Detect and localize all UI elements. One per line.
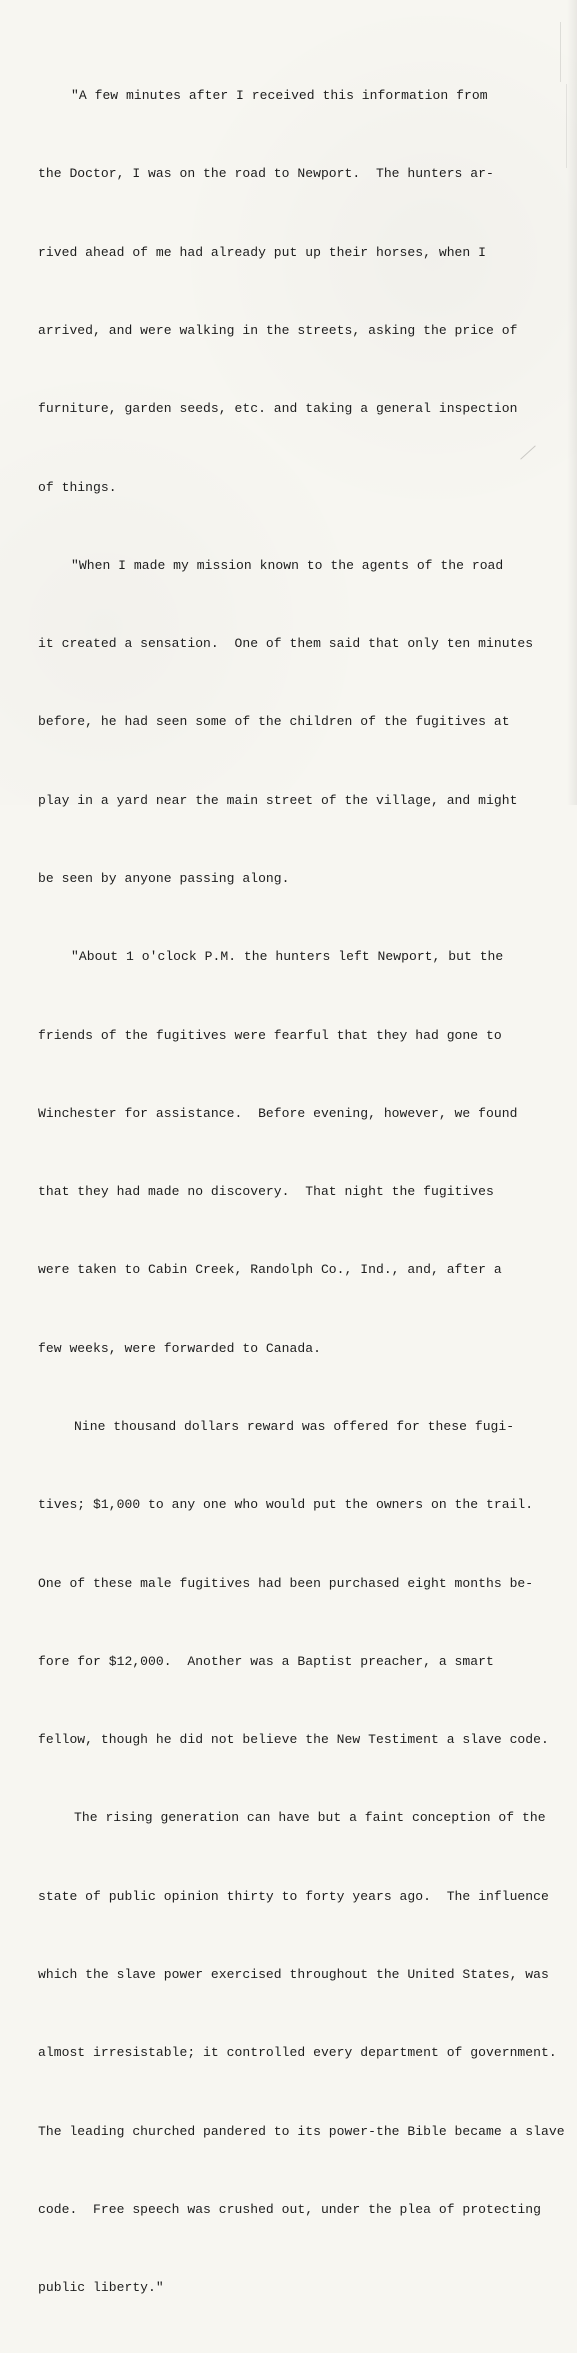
text-line: before, he had seen some of the children of the fugitives at xyxy=(38,714,510,730)
text-line: that they had made no discovery. That night the fugitives xyxy=(38,1184,494,1200)
document-body xyxy=(38,31,572,2353)
text-line: be seen by anyone passing along. xyxy=(38,871,290,886)
text-line: furniture, garden seeds, etc. and taking a general inspection xyxy=(38,401,518,417)
text-line: Winchester for assistance. Before evening, however, we found xyxy=(38,1105,518,1121)
text-line: almost irresistable; it controlled every department of government. xyxy=(38,2045,557,2061)
text-line: were taken to Cabin Creek, Randolph Co., Ind., and, after a xyxy=(38,1262,502,1278)
text-line: fellow, though he did not believe the New Testiment a slave code. xyxy=(38,1732,549,1748)
text-line: state of public opinion thirty to forty years ago. The influence xyxy=(38,1888,549,1904)
text-line: The leading churched pandered to its power-the Bible became a slave xyxy=(38,2123,565,2139)
text-line: few weeks, were forwarded to Canada. xyxy=(38,1340,321,1356)
text-line: play in a yard near the main street of the village, and might xyxy=(38,792,518,808)
text-line: "About 1 o'clock P.M. the hunters left Newport, but the xyxy=(71,949,504,965)
text-line: which the slave power exercised throughout the United States, was xyxy=(38,1966,549,1982)
text-line: "When I made my mission known to the agents of the road xyxy=(71,557,504,573)
text-line: public liberty." xyxy=(38,2280,164,2296)
text-line: Nine thousand dollars reward was offered for these fugi- xyxy=(74,1418,515,1434)
text-line: the Doctor, I was on the road to Newport. The hunters ar- xyxy=(38,166,494,182)
text-line: friends of the fugitives were fearful that they had gone to xyxy=(38,1027,502,1043)
text-line: arrived, and were walking in the streets, asking the price of xyxy=(38,323,518,339)
text-line: it created a sensation. One of them said that only ten minutes xyxy=(38,636,534,652)
text-line: fore for $12,000. Another was a Baptist preacher, a smart xyxy=(38,1653,494,1669)
text-line: "A few minutes after I received this information from xyxy=(71,88,488,104)
text-line: of things. xyxy=(38,479,117,495)
text-line: tives; $1,000 to any one who would put the owners on the trail. xyxy=(38,1497,534,1513)
text-line: The rising generation can have but a faint conception of the xyxy=(74,1810,546,1826)
text-line: rived ahead of me had already put up their horses, when I xyxy=(38,244,486,260)
text-line: code. Free speech was crushed out, under the plea of protecting xyxy=(38,2201,542,2217)
text-line: One of these male fugitives had been purchased eight months be- xyxy=(38,1575,534,1591)
